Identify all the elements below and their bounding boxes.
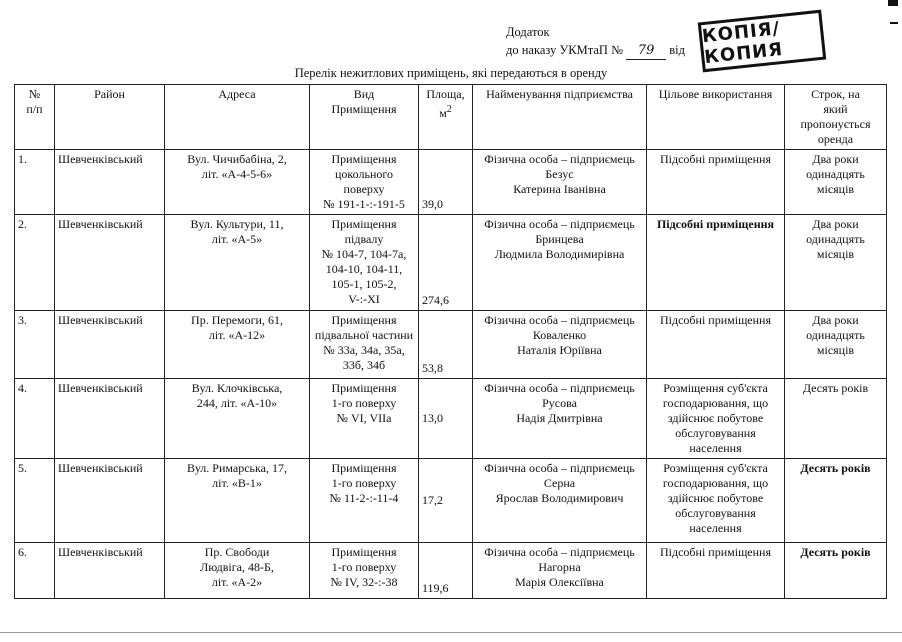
row-district: Шевченківський	[55, 379, 165, 459]
row-term: Десять років	[785, 379, 887, 459]
row-address: Вул. Римарська, 17, літ. «В-1»	[165, 459, 310, 543]
row-district: Шевченківський	[55, 215, 165, 311]
row-term: Десять років	[785, 459, 887, 543]
row-purpose: Підсобні приміщення	[647, 215, 785, 311]
order-prefix: до наказу УКМтаП №	[506, 43, 623, 57]
table-row	[15, 379, 887, 459]
row-number: 1.	[15, 150, 55, 215]
document-header	[506, 24, 685, 60]
row-company: Фізична особа – підприємець Безус Катерина Іванівна	[473, 150, 647, 215]
row-district: Шевченківський	[55, 543, 165, 599]
col-address-header: Адреса	[165, 85, 310, 150]
premises-table	[14, 84, 887, 599]
row-purpose: Підсобні приміщення	[647, 150, 785, 215]
table-header-row	[15, 85, 887, 150]
col-purpose-header: Цільове використання	[647, 85, 785, 150]
row-premises: Приміщення підвальної частини № 33а, 34а, 35а, 33б, 34б	[310, 311, 419, 379]
row-district: Шевченківський	[55, 150, 165, 215]
row-area: 274,6	[419, 215, 473, 311]
row-premises: Приміщення 1-го поверху № VI, VIIа	[310, 379, 419, 459]
copy-stamp: КОПІЯ/ КОПИЯ	[698, 10, 827, 73]
row-company: Фізична особа – підприємець Нагорна Марія Олексіївна	[473, 543, 647, 599]
row-number: 5.	[15, 459, 55, 543]
table-row	[15, 543, 887, 599]
col-company-header: Найменування підприємства	[473, 85, 647, 150]
row-number: 2.	[15, 215, 55, 311]
row-area: 53,8	[419, 311, 473, 379]
row-company: Фізична особа – підприємець Коваленко Наталія Юріївна	[473, 311, 647, 379]
row-number: 6.	[15, 543, 55, 599]
scan-mark	[890, 22, 898, 24]
row-number: 3.	[15, 311, 55, 379]
row-district: Шевченківський	[55, 459, 165, 543]
row-area: 13,0	[419, 379, 473, 459]
order-reference	[506, 42, 685, 60]
row-term: Десять років	[785, 543, 887, 599]
row-area: 119,6	[419, 543, 473, 599]
table-row	[15, 215, 887, 311]
row-address: Вул. Культури, 11, літ. «А-5»	[165, 215, 310, 311]
table-row	[15, 150, 887, 215]
row-term: Два роки одинадцять місяців	[785, 215, 887, 311]
table-row	[15, 311, 887, 379]
addendum-label: Додаток	[506, 25, 550, 39]
row-address: Пр. Свободи Людвіга, 48-Б, літ. «А-2»	[165, 543, 310, 599]
row-term: Два роки одинадцять місяців	[785, 311, 887, 379]
row-purpose: Розміщення суб'єкта господарювання, що здійснює побутове обслуговування населення	[647, 459, 785, 543]
row-address: Вул. Чичибабіна, 2, літ. «А-4-5-6»	[165, 150, 310, 215]
row-address: Вул. Клочківська, 244, літ. «А-10»	[165, 379, 310, 459]
order-from: від	[669, 43, 685, 57]
col-premises-header: Вид Приміщення	[310, 85, 419, 150]
row-area: 17,2	[419, 459, 473, 543]
row-number: 4.	[15, 379, 55, 459]
row-address: Пр. Перемоги, 61, літ. «А-12»	[165, 311, 310, 379]
row-company: Фізична особа – підприємець Русова Надія Дмитрівна	[473, 379, 647, 459]
row-premises: Приміщення цокольного поверху № 191-1-:-191-5	[310, 150, 419, 215]
col-district-header: Район	[55, 85, 165, 150]
row-premises: Приміщення підвалу № 104-7, 104-7а, 104-10, 104-11, 105-1, 105-2, V-:-XI	[310, 215, 419, 311]
order-number: 79	[626, 43, 666, 60]
page-bottom-edge	[0, 632, 902, 633]
row-premises: Приміщення 1-го поверху № 11-2-:-11-4	[310, 459, 419, 543]
row-purpose: Підсобні приміщення	[647, 311, 785, 379]
row-district: Шевченківський	[55, 311, 165, 379]
table-row	[15, 459, 887, 543]
col-number-header: № п/п	[15, 85, 55, 150]
row-purpose: Підсобні приміщення	[647, 543, 785, 599]
row-area: 39,0	[419, 150, 473, 215]
row-term: Два роки одинадцять місяців	[785, 150, 887, 215]
row-purpose: Розміщення суб'єкта господарювання, що здійснює побутове обслуговування населення	[647, 379, 785, 459]
col-area-header: Площа, $м^2$	[419, 85, 473, 150]
row-company: Фізична особа – підприємець Серна Ярослав Володимирович	[473, 459, 647, 543]
scan-mark	[888, 0, 898, 6]
row-premises: Приміщення 1-го поверху № IV, 32-:-38	[310, 543, 419, 599]
col-term-header: Строк, на який пропонується оренда	[785, 85, 887, 150]
row-company: Фізична особа – підприємець Бринцева Людмила Володимирівна	[473, 215, 647, 311]
document-title: Перелік нежитлових приміщень, які передаються в оренду	[294, 66, 608, 80]
